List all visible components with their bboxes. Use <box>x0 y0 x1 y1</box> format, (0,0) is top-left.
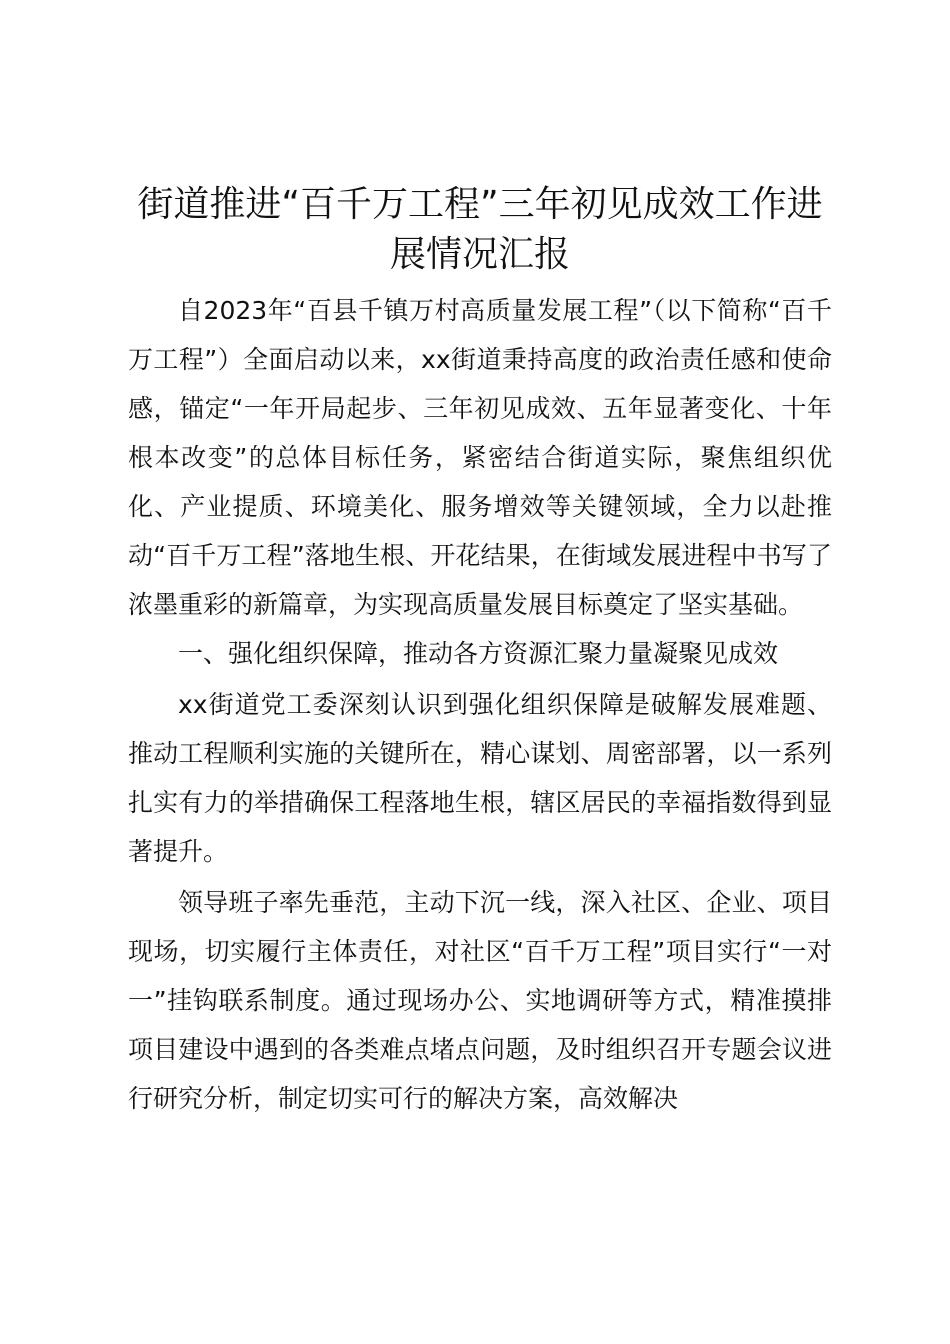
section-1-paragraph-2: 领导班子率先垂范，主动下沉一线，深入社区、企业、项目现场，切实履行主体责任，对社区“百千万工程”项目实行“一对一”挂钩联系制度。通过现场办公、实地调研等方式，精准摸排项目建设中遇到的各类难点堵点问题，及时组织召开专题会议进行研究分析，制定切实可行的解决方案，高效解决 <box>128 888 832 1113</box>
document-title: 街道推进“百千万工程”三年初见成效工作进展情况汇报 <box>137 184 823 275</box>
intro-paragraph: 自2023年“百县千镇万村高质量发展工程”（以下简称“百千万工程”）全面启动以来，xx街道秉持高度的政治责任感和使命感，锚定“一年开局起步、三年初见成效、五年显著变化、十年根本改变”的总体目标任务，紧密结合街道实际，聚焦组织优化、产业提质、环境美化、服务增效等关键领域，全力以赴推动“百千万工程”落地生根、开花结果，在街域发展进程中书写了浓墨重彩的新篇章，为实现高质量发展目标奠定了坚实基础。 <box>128 296 832 619</box>
section-1-paragraph-1: xx街道党工委深刻认识到强化组织保障是破解发展难题、推动工程顺利实施的关键所在，精心谋划、周密部署，以一系列扎实有力的举措确保工程落地生根，辖区居民的幸福指数得到显著提升。 <box>128 690 832 866</box>
section-heading-1: 一、强化组织保障，推动各方资源汇聚力量凝聚见成效 <box>178 639 779 668</box>
document-page <box>128 180 832 1123</box>
